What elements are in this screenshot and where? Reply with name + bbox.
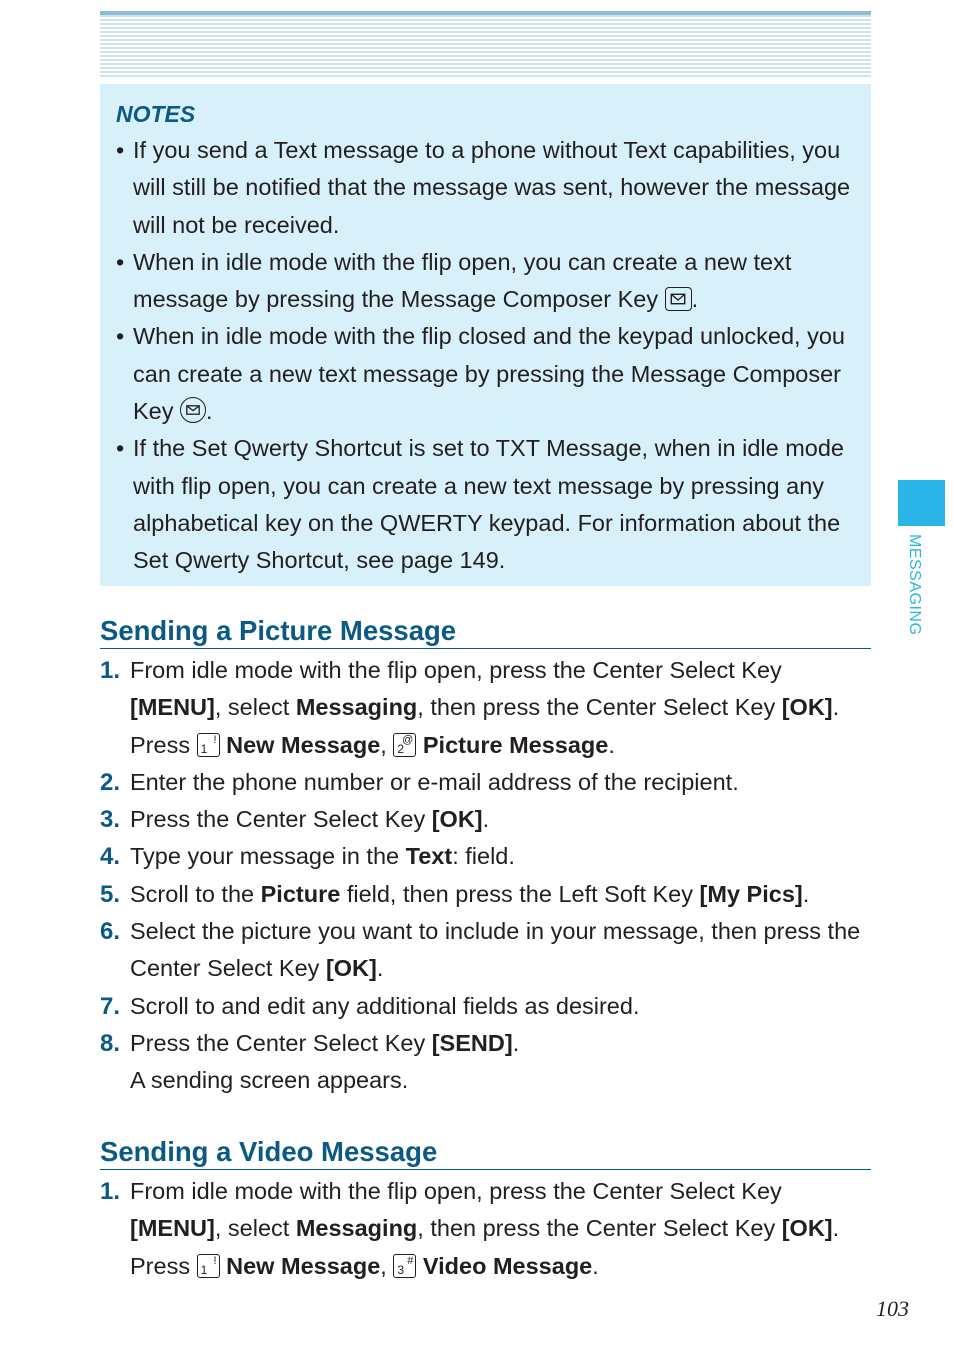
step-text: field, then press the Left Soft Key [340,880,700,907]
step-key-label: [SEND] [431,1029,513,1056]
notes-box [100,84,871,586]
step-text: . [608,731,615,758]
step-text: Scroll to and edit any additional fields as desired. [130,992,640,1019]
step-field-label: Picture [260,880,341,907]
step-note: A sending screen appears. [130,1067,409,1094]
step-number: 5. [100,880,121,908]
step-text: . [802,880,810,907]
step-text: Select the picture you want to include in your message, then press the Center Select Key [130,918,861,982]
step-key-label: [OK] [781,1215,833,1242]
step-text: Press the Center Select Key [130,1029,432,1056]
key-symbol: @ [402,733,414,746]
step-text: , [380,731,394,758]
step [100,913,871,988]
message-key-icon [665,287,692,311]
step-key-label: [MENU] [130,694,215,721]
step-text: . [592,1252,599,1279]
key-symbol: ! [213,1254,217,1267]
step-text: , select [214,1215,296,1242]
step [100,652,871,764]
step-menu-label: Messaging [295,1215,418,1242]
step-key-label: [My Pics] [699,880,803,907]
note-item [116,430,855,579]
bullet: • [116,323,125,350]
step-number: 6. [100,918,121,946]
step-key-label: [OK] [781,694,833,721]
notes-title: NOTES [116,101,196,127]
key-digit: 3 [397,1262,405,1277]
step-number: 3. [100,806,121,834]
step-text: , select [214,694,296,721]
step-text: From idle mode with the flip open, press the Center Select Key [130,657,782,683]
keypad-1-icon [197,1254,220,1278]
step-text: Scroll to the [130,880,261,907]
section-title-picture: Sending a Picture Message [100,614,871,649]
key-symbol: # [407,1254,414,1267]
key-digit: 2 [397,741,405,756]
video-steps [100,1173,871,1285]
step-number: 7. [100,992,121,1020]
key-digit: 1 [200,741,208,756]
step-text: Enter the phone number or e-mail address of the recipient. [130,768,739,795]
step-text: Type your message in the [130,843,406,870]
keypad-3-icon [393,1254,416,1278]
bullet: • [116,137,125,163]
step [100,838,871,875]
bullet: • [116,248,125,275]
step-text: Press the Center Select Key [130,806,432,833]
keypad-1-icon [197,733,220,757]
step-text: From idle mode with the flip open, press the Center Select Key [130,1178,782,1204]
step [100,764,871,801]
step [100,876,871,913]
step-text: . [376,955,384,982]
step-number: 1. [100,1178,121,1205]
note-text-end: . [691,286,699,313]
step-menu-label: Messaging [295,694,418,721]
step-menu-label: New Message [226,731,381,758]
step [100,1025,871,1100]
step-key-label: [MENU] [130,1215,215,1242]
section-title-video: Sending a Video Message [100,1135,871,1170]
note-text: If the Set Qwerty Shortcut is set to TXT Message, when in idle mode with flip open, you can create a new text message by pressing any alphabetical key on the QWERTY keypad. For information about the Set Qwerty Shortcut, see page 149. [133,435,844,574]
header-stripes [100,11,871,79]
step-text: : field. [452,843,515,870]
step-text: . Press [130,1215,840,1279]
step-number: 1. [100,657,121,684]
step-text: . Press [130,694,840,758]
step-field-label: Text [405,843,453,870]
step-number: 8. [100,1029,121,1057]
key-digit: 1 [200,1262,208,1277]
step-key-label: [OK] [431,806,483,833]
step-menu-label: Picture Message [422,731,609,758]
step-text: . [482,806,490,833]
step-key-label: [OK] [325,955,377,982]
step-number: 2. [100,768,121,796]
step [100,988,871,1025]
note-text: When in idle mode with the flip open, you can create a new text message by pressing the Message Composer Key [133,248,792,313]
step-text: , then press the Center Select Key [417,694,782,721]
keypad-2-icon [393,733,416,757]
message-key-round-icon [180,397,206,423]
key-symbol: ! [213,733,217,746]
step [100,1173,871,1285]
step-text: . [512,1029,520,1056]
note-text-end: . [206,398,213,425]
picture-steps [100,652,871,1100]
step-number: 4. [100,843,121,871]
note-item [116,318,855,430]
step-text: , [380,1252,394,1279]
step-menu-label: New Message [226,1252,381,1279]
step-text: , then press the Center Select Key [417,1215,782,1242]
note-item [116,244,855,319]
step [100,801,871,838]
chapter-label: MESSAGING [906,534,923,636]
page-number: 103 [876,1296,909,1321]
bullet: • [116,435,125,462]
note-text: When in idle mode with the flip closed and the keypad unlocked, you can create a new text message by pressing the Message Composer Key [133,323,845,425]
step-menu-label: Video Message [422,1252,593,1279]
note-text: If you send a Text message to a phone without Text capabilities, you will still be notified that the message was sent, however the message will not be received. [133,137,851,238]
chapter-tab [898,480,945,526]
note-item [116,132,855,244]
